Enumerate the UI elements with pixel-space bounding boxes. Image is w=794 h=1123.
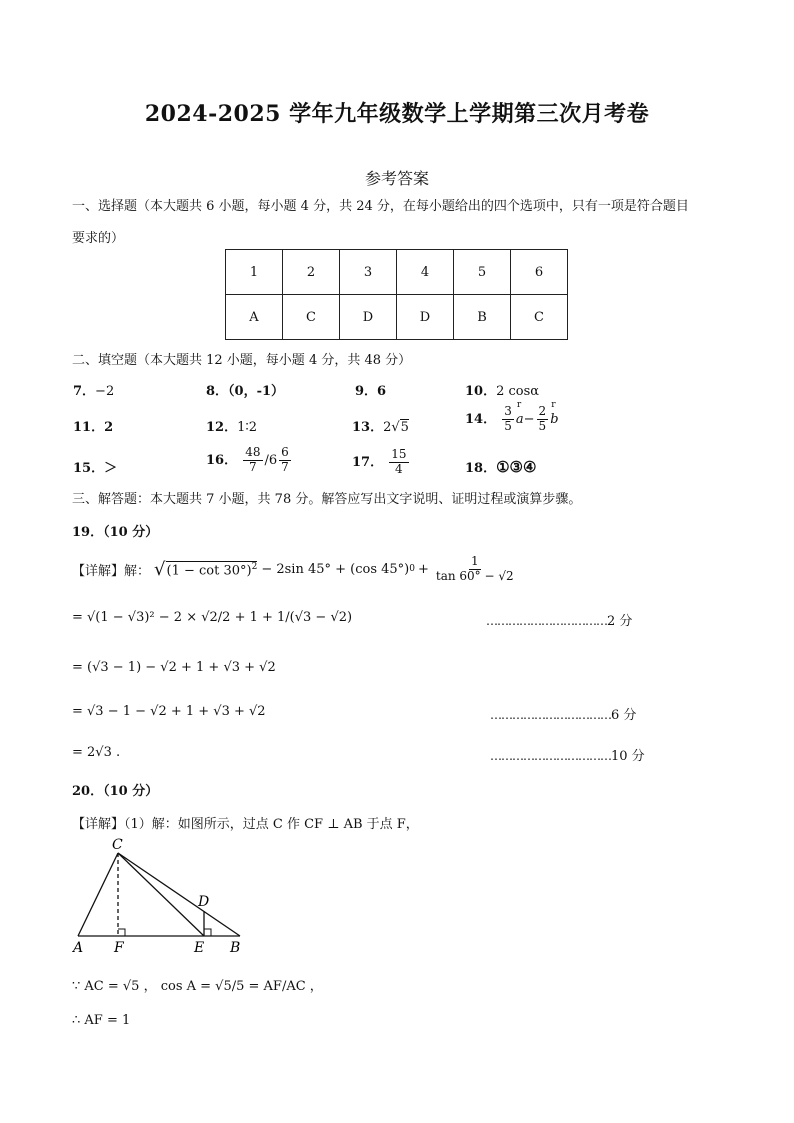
item-number: 18． xyxy=(465,461,497,476)
table-cell: B xyxy=(454,295,511,340)
denominator: 4 xyxy=(395,461,403,476)
fill-item-10 xyxy=(465,380,539,399)
answer-subtitle: 参考答案 xyxy=(364,169,429,188)
item-number: 11． xyxy=(73,420,105,435)
fill-item-8 xyxy=(206,380,284,399)
points-label: 6 分 xyxy=(611,708,637,723)
section2-heading: 二、填空题（本大题共 12 小题，每小题 4 分，共 48 分） xyxy=(72,353,412,368)
item-number: 10． xyxy=(465,384,497,399)
vector-variable: b xyxy=(550,411,559,427)
table-cell: C xyxy=(283,295,340,340)
item-number: 13． xyxy=(352,420,384,435)
fraction xyxy=(537,405,549,434)
point-label-C: C xyxy=(112,837,123,853)
table-cell: D xyxy=(397,295,454,340)
table-cell: C xyxy=(511,295,568,340)
table-cell: A xyxy=(226,295,283,340)
vector-a xyxy=(515,399,524,427)
dot-leader: …………………………… xyxy=(486,614,607,628)
q19-step1: = √(1 − √3)² − 2 × √2/2 + 1 + 1/(√3 − √2) xyxy=(72,610,353,625)
q19-step4-points xyxy=(490,745,645,764)
vector-variable: a xyxy=(515,411,524,427)
numerator: 3 xyxy=(504,404,512,418)
numerator: 1 xyxy=(470,554,479,568)
q19-step3: = √3 − 1 − √2 + 1 + √3 + √2 xyxy=(72,704,266,719)
q19-term-cot: (1 − cot 30°) xyxy=(166,562,252,578)
point-label-A: A xyxy=(73,940,84,956)
table-cell: 1 xyxy=(226,250,283,295)
table-cell: 4 xyxy=(397,250,454,295)
item-answer: ＞ xyxy=(104,461,118,476)
item-number: 17． xyxy=(352,454,384,470)
plus-sign: + xyxy=(417,561,429,577)
point-label-F: F xyxy=(114,940,124,956)
fill-item-13 xyxy=(352,416,409,435)
choice-answer-table xyxy=(225,249,568,340)
q19-radicand xyxy=(166,561,258,578)
item-number: 9． xyxy=(355,384,378,399)
points-label: 2 分 xyxy=(607,614,633,629)
item-answer: 1∶2 xyxy=(237,420,258,435)
fill-item-7 xyxy=(73,380,114,399)
item-number: 8． xyxy=(206,384,229,399)
denominator: 5 xyxy=(504,418,512,433)
points-label: 10 分 xyxy=(611,749,645,764)
item-answer: 6 xyxy=(377,384,387,399)
q19-intro: 【详解】解： xyxy=(72,563,151,579)
sqrt-symbol: √ xyxy=(391,420,400,435)
q19-step1-points xyxy=(486,610,632,629)
minus-sign: − xyxy=(523,411,535,427)
segment-CE xyxy=(118,853,204,936)
q20-label: 20．（10 分） xyxy=(72,784,159,799)
fill-item-9 xyxy=(355,380,386,399)
fill-item-14 xyxy=(465,399,559,434)
fraction xyxy=(434,555,516,584)
point-label-E: E xyxy=(194,940,205,956)
segment-AC xyxy=(78,853,118,936)
item-number: 16． xyxy=(206,452,238,468)
item-number: 12． xyxy=(206,420,238,435)
right-angle-mark-E xyxy=(204,929,211,936)
exponent: 2 xyxy=(251,561,258,572)
exponent: 0 xyxy=(409,564,415,575)
fill-item-12 xyxy=(206,416,257,435)
item-answer: （0，-1） xyxy=(228,384,285,399)
q20-intro: 【详解】（1）解：如图所示，过点 C 作 CF ⊥ AB 于点 F， xyxy=(72,817,419,832)
denominator: 7 xyxy=(281,459,289,474)
section1-heading-line1: 一、选择题（本大题共 6 小题，每小题 4 分，共 24 分，在每小题给出的四个选项中，只有一项是符合题目 xyxy=(72,199,689,214)
denominator: 7 xyxy=(249,459,257,474)
fraction xyxy=(243,446,262,475)
item-answer: ①③④ xyxy=(496,458,537,476)
table-row-numbers xyxy=(226,250,568,295)
table-cell: 2 xyxy=(283,250,340,295)
q20-since-line: ∵ AC = √5 ， cos A = √5/5 = AF/AC ， xyxy=(72,979,323,994)
q19-label: 19．（10 分） xyxy=(72,525,159,540)
vector-b xyxy=(550,399,559,427)
dot-leader: …………………………… xyxy=(490,708,611,722)
q20-therefore-line: ∴ AF = 1 xyxy=(72,1013,131,1028)
item-answer-coef: 2 xyxy=(383,420,392,435)
item-answer: 2 xyxy=(104,420,114,435)
section3-heading: 三、解答题：本大题共 7 小题，共 78 分。解答应写出文字说明、证明过程或演算步骤。 xyxy=(72,492,582,507)
numerator: 15 xyxy=(391,447,407,461)
fraction xyxy=(502,405,514,434)
right-angle-mark-F xyxy=(118,929,125,936)
item-number: 7． xyxy=(73,384,96,399)
table-row-answers xyxy=(226,295,568,340)
numerator: 48 xyxy=(245,445,261,459)
fill-item-18 xyxy=(465,457,536,476)
vector-arrow-mark: r xyxy=(516,399,522,410)
q19-term-sin-cos: − 2sin 45° + (cos 45°) xyxy=(261,561,410,577)
segment-CB xyxy=(118,853,240,936)
page-title: 2024-2025 学年九年级数学上学期第三次月考卷 xyxy=(144,101,650,127)
fill-item-11 xyxy=(73,416,113,435)
table-cell: 6 xyxy=(511,250,568,295)
vector-arrow-mark: r xyxy=(551,399,556,410)
item-number: 15． xyxy=(73,461,105,476)
point-label-B: B xyxy=(230,940,241,956)
table-cell: 5 xyxy=(454,250,511,295)
table-cell: D xyxy=(340,295,397,340)
q19-problem-line xyxy=(72,555,518,584)
triangle-figure xyxy=(70,835,260,960)
q19-step4: = 2√3 . xyxy=(72,745,121,760)
q19-step2: = (√3 − 1) − √2 + 1 + √3 + √2 xyxy=(72,660,276,675)
dot-leader: …………………………… xyxy=(490,749,611,763)
section1-heading-line2: 要求的） xyxy=(72,231,125,246)
denominator: tan 60° − √2 xyxy=(435,568,514,583)
separator: /6 xyxy=(264,452,278,468)
sqrt-symbol: √ xyxy=(154,558,166,580)
point-label-D: D xyxy=(198,894,210,910)
table-cell: 3 xyxy=(340,250,397,295)
denominator: 5 xyxy=(538,418,547,433)
fill-item-17 xyxy=(352,448,411,477)
numerator: 2 xyxy=(538,404,547,418)
numerator: 6 xyxy=(281,445,289,459)
fill-item-16 xyxy=(206,446,293,475)
item-answer: 2 cosα xyxy=(496,384,540,399)
item-number: 14． xyxy=(465,411,497,427)
fraction xyxy=(389,448,408,477)
item-answer-radicand: 5 xyxy=(400,420,409,435)
fraction xyxy=(279,446,291,475)
fill-item-15 xyxy=(73,457,117,476)
q19-step3-points xyxy=(490,704,636,723)
item-answer: −2 xyxy=(95,384,115,399)
